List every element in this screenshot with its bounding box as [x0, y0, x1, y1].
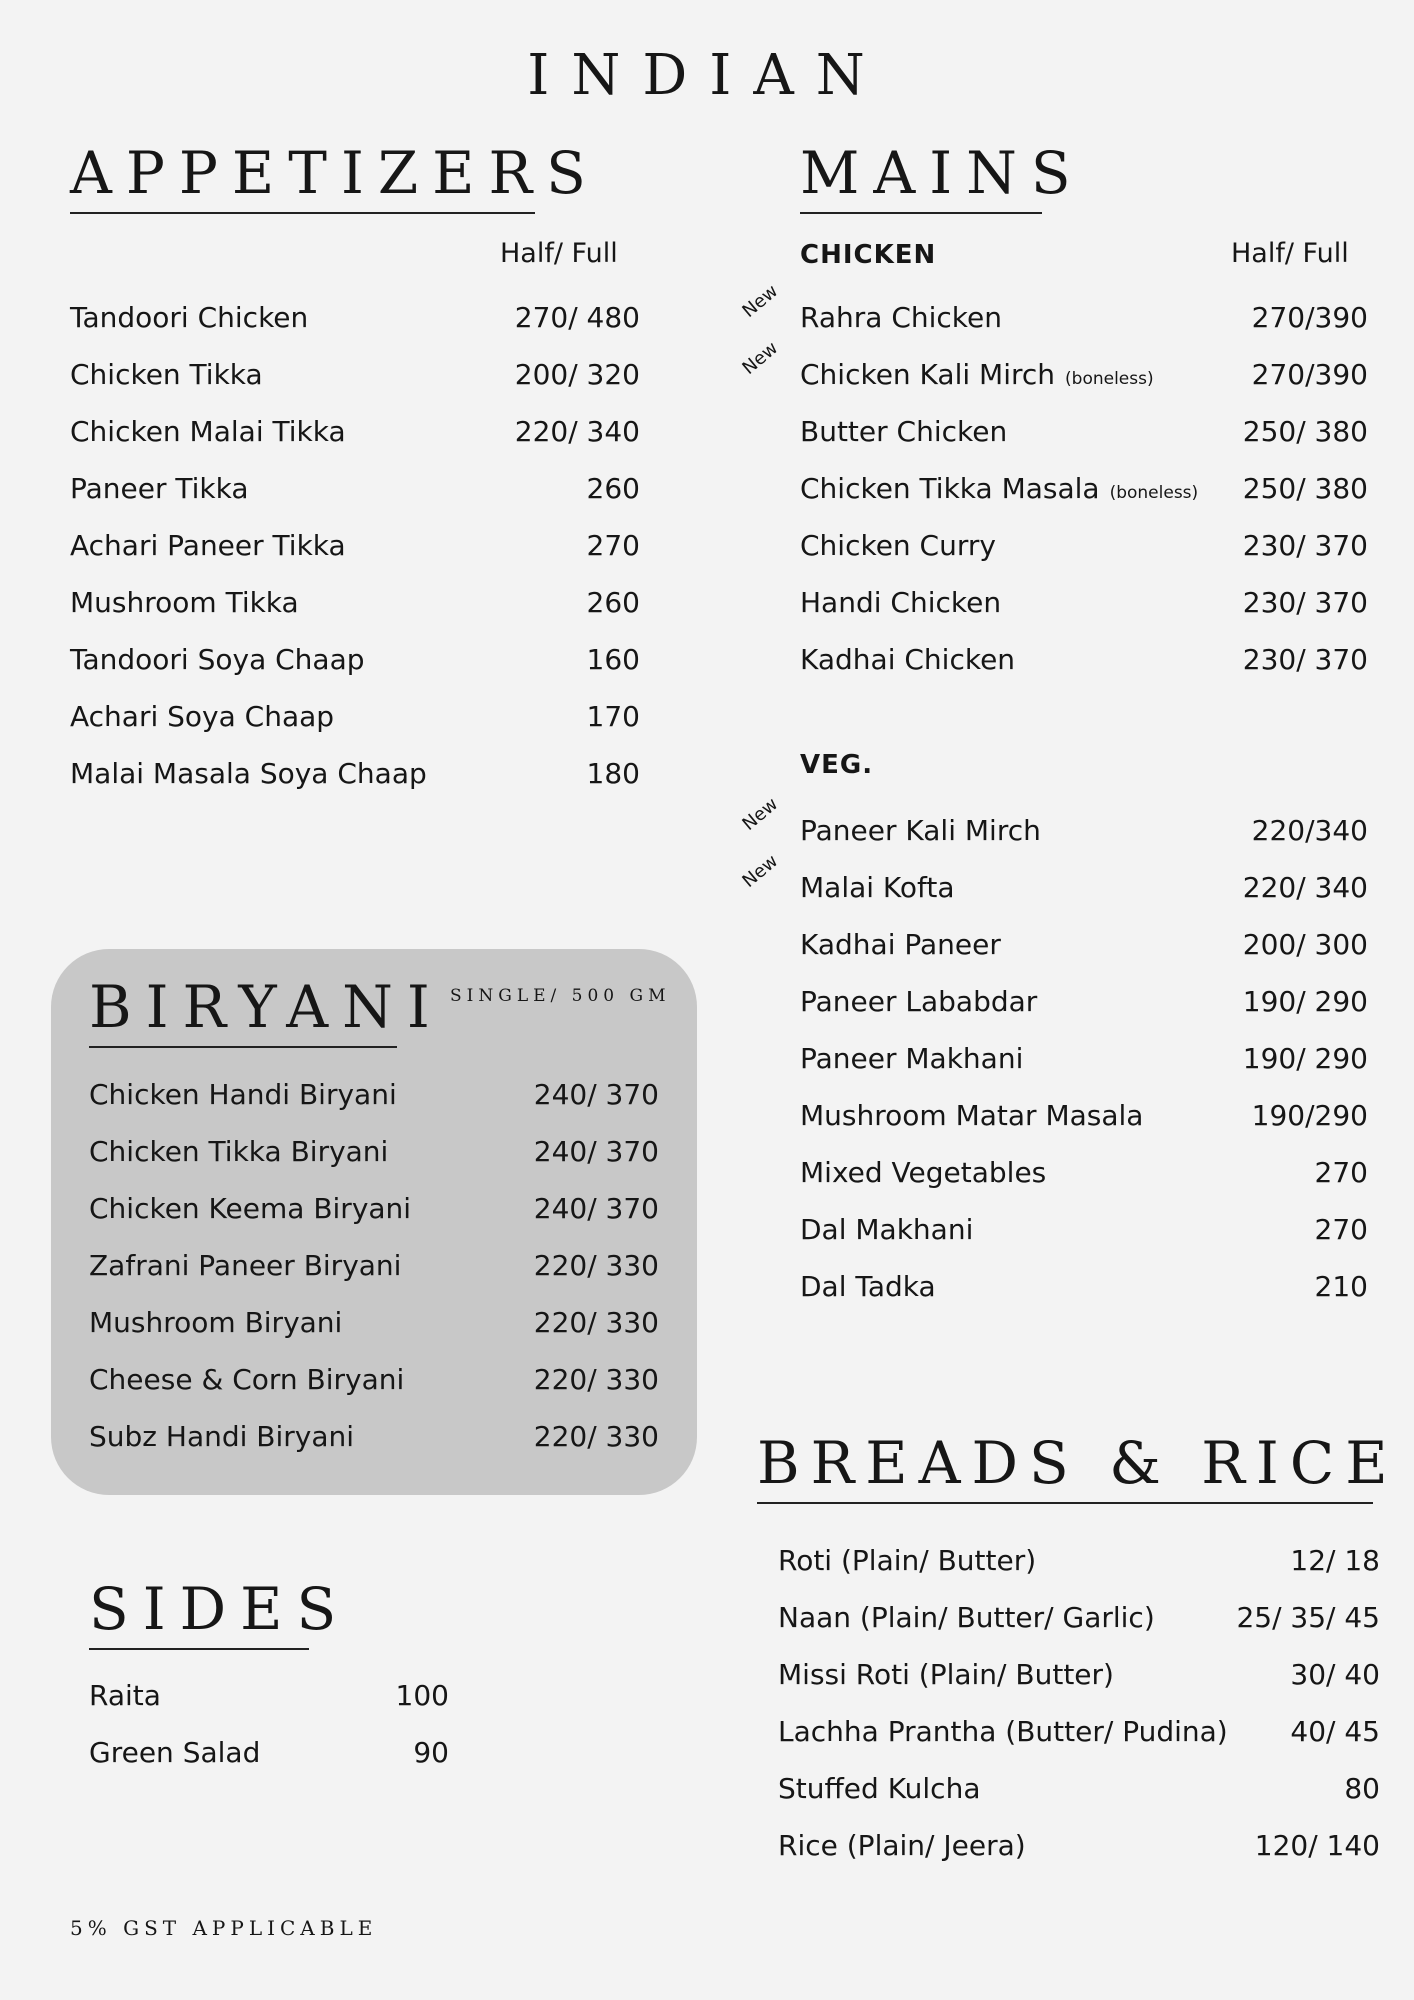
gst-note: 5% GST APPLICABLE — [70, 1916, 378, 1940]
chicken-row — [800, 631, 1368, 688]
item-note: (boneless) — [1109, 483, 1199, 503]
item-name — [800, 301, 1252, 334]
item-name-text: Subz Handi Biryani — [89, 1420, 355, 1453]
appetizer-row — [70, 517, 640, 574]
item-name-text: Raita — [89, 1679, 161, 1712]
breads-rice-underline — [757, 1502, 1373, 1504]
appetizer-row — [70, 745, 640, 802]
item-name-text: Chicken Tikka — [70, 358, 263, 391]
new-tag: New — [738, 280, 783, 322]
item-price: 170 — [586, 700, 640, 733]
appetizers-heading — [70, 139, 600, 214]
item-name — [800, 358, 1252, 391]
biryani-col-header: SINGLE/ 500 GM — [450, 986, 671, 1006]
biryani-row — [89, 1180, 659, 1237]
item-price: 190/ 290 — [1242, 985, 1368, 1018]
item-price: 200/ 300 — [1242, 928, 1368, 961]
appetizers-col-header: Half/ Full — [500, 238, 618, 269]
item-name — [89, 1135, 534, 1168]
item-price: 220/ 340 — [514, 415, 640, 448]
item-name — [89, 1679, 396, 1712]
side-row — [89, 1724, 449, 1781]
item-name — [800, 472, 1243, 505]
sides-heading — [89, 1575, 351, 1650]
item-name — [800, 529, 1243, 562]
item-name-text: Paneer Lababdar — [800, 985, 1038, 1018]
item-price: 270/ 480 — [514, 301, 640, 334]
item-price: 90 — [413, 1736, 449, 1769]
biryani-row — [89, 1123, 659, 1180]
item-name — [800, 643, 1243, 676]
item-name-text: Missi Roti (Plain/ Butter) — [778, 1658, 1114, 1691]
item-price: 260 — [586, 586, 640, 619]
item-price: 250/ 380 — [1242, 415, 1368, 448]
item-name-text: Malai Kofta — [800, 871, 955, 904]
item-name — [778, 1772, 1344, 1805]
item-name-text: Chicken Tikka Masala — [800, 472, 1100, 505]
biryani-row — [89, 1237, 659, 1294]
item-name-text: Chicken Keema Biryani — [89, 1192, 412, 1225]
veg-row — [800, 1201, 1368, 1258]
bread-row — [778, 1703, 1380, 1760]
item-price: 160 — [586, 643, 640, 676]
item-price: 270 — [1314, 1156, 1368, 1189]
veg-subheading: VEG. — [800, 750, 874, 780]
chicken-row — [800, 517, 1368, 574]
item-name — [800, 814, 1252, 847]
item-price: 100 — [395, 1679, 449, 1712]
item-name — [70, 529, 587, 562]
item-name-text: Chicken Malai Tikka — [70, 415, 346, 448]
item-name-text: Paneer Makhani — [800, 1042, 1024, 1075]
veg-row — [738, 850, 1368, 916]
item-name — [70, 472, 587, 505]
item-name-text: Mixed Vegetables — [800, 1156, 1047, 1189]
chicken-row — [800, 403, 1368, 460]
item-price: 180 — [586, 757, 640, 790]
item-price: 270 — [586, 529, 640, 562]
item-name-text: Rahra Chicken — [800, 301, 1002, 334]
item-name-text: Dal Tadka — [800, 1270, 936, 1303]
item-name — [70, 700, 587, 733]
appetizer-row — [70, 289, 640, 346]
item-name — [70, 586, 587, 619]
veg-row — [800, 1087, 1368, 1144]
mains-col-header: Half/ Full — [1231, 238, 1349, 269]
item-name-text: Cheese & Corn Biryani — [89, 1363, 405, 1396]
item-price: 190/290 — [1251, 1099, 1368, 1132]
biryani-underline — [89, 1046, 397, 1048]
breads-rice-heading — [757, 1429, 1399, 1504]
item-name-text: Green Salad — [89, 1736, 261, 1769]
item-note: (boneless) — [1065, 369, 1154, 389]
mains-underline — [800, 212, 1042, 214]
item-price: 12/ 18 — [1290, 1544, 1380, 1577]
item-name-text: Kadhai Chicken — [800, 643, 1016, 676]
sides-heading-text: SIDES — [89, 1575, 351, 1643]
item-price: 80 — [1344, 1772, 1380, 1805]
new-tag: New — [738, 337, 783, 379]
veg-row — [800, 973, 1368, 1030]
item-name — [800, 1270, 1315, 1303]
chicken-row — [800, 574, 1368, 631]
item-price: 220/ 330 — [533, 1306, 659, 1339]
appetizer-row — [70, 631, 640, 688]
appetizer-row — [70, 688, 640, 745]
biryani-heading-text: BIRYANI — [89, 973, 444, 1041]
item-price: 230/ 370 — [1242, 586, 1368, 619]
appetizer-row — [70, 403, 640, 460]
item-price: 240/ 370 — [533, 1135, 659, 1168]
item-price: 220/ 330 — [533, 1249, 659, 1282]
item-price: 250/ 380 — [1242, 472, 1368, 505]
chicken-subheading: CHICKEN — [800, 240, 937, 270]
item-name — [800, 928, 1243, 961]
bread-row — [778, 1532, 1380, 1589]
item-price: 240/ 370 — [533, 1192, 659, 1225]
item-name — [778, 1658, 1290, 1691]
item-price: 120/ 140 — [1254, 1829, 1380, 1862]
side-row — [89, 1667, 449, 1724]
item-name-text: Chicken Handi Biryani — [89, 1078, 397, 1111]
item-name-text: Chicken Kali Mirch — [800, 358, 1056, 391]
item-name-text: Paneer Kali Mirch — [800, 814, 1041, 847]
item-name — [70, 643, 587, 676]
biryani-heading — [89, 973, 444, 1048]
item-price: 270 — [1314, 1213, 1368, 1246]
item-price: 270/390 — [1251, 301, 1368, 334]
new-tag: New — [738, 793, 783, 835]
item-price: 25/ 35/ 45 — [1236, 1601, 1380, 1634]
item-name — [800, 1042, 1243, 1075]
item-price: 230/ 370 — [1242, 529, 1368, 562]
menu-title: INDIAN — [527, 43, 887, 108]
item-name — [800, 1156, 1315, 1189]
mains-heading-text: MAINS — [800, 139, 1085, 207]
sides-underline — [89, 1648, 309, 1650]
item-name — [89, 1736, 413, 1769]
item-name-text: Naan (Plain/ Butter/ Garlic) — [778, 1601, 1155, 1634]
item-price: 30/ 40 — [1290, 1658, 1380, 1691]
bread-row — [778, 1646, 1380, 1703]
item-name-text: Achari Paneer Tikka — [70, 529, 346, 562]
appetizers-underline — [70, 212, 535, 214]
biryani-row — [89, 1351, 659, 1408]
item-name-text: Lachha Prantha (Butter/ Pudina) — [778, 1715, 1228, 1748]
item-name-text: Achari Soya Chaap — [70, 700, 335, 733]
appetizer-row — [70, 346, 640, 403]
item-price: 230/ 370 — [1242, 643, 1368, 676]
item-price: 270/390 — [1251, 358, 1368, 391]
chicken-row — [800, 460, 1368, 517]
item-name — [70, 358, 515, 391]
chicken-row — [738, 280, 1368, 346]
item-name-text: Rice (Plain/ Jeera) — [778, 1829, 1026, 1862]
item-price: 210 — [1314, 1270, 1368, 1303]
item-name-text: Malai Masala Soya Chaap — [70, 757, 427, 790]
item-name — [778, 1601, 1236, 1634]
breads-rice-heading-text: BREADS & RICE — [757, 1429, 1399, 1497]
item-name — [778, 1544, 1290, 1577]
item-name-text: Tandoori Chicken — [70, 301, 309, 334]
item-name-text: Kadhai Paneer — [800, 928, 1001, 961]
item-name — [70, 301, 515, 334]
veg-row — [800, 1144, 1368, 1201]
bread-row — [778, 1589, 1380, 1646]
appetizers-heading-text: APPETIZERS — [70, 139, 600, 207]
item-name — [800, 586, 1243, 619]
item-name-text: Paneer Tikka — [70, 472, 249, 505]
item-name — [800, 1213, 1315, 1246]
chicken-row — [738, 337, 1368, 403]
item-name-text: Stuffed Kulcha — [778, 1772, 981, 1805]
bread-row — [778, 1817, 1380, 1874]
item-name-text: Mushroom Tikka — [70, 586, 299, 619]
item-name — [800, 871, 1243, 904]
item-price: 260 — [586, 472, 640, 505]
item-name — [70, 415, 515, 448]
item-price: 40/ 45 — [1290, 1715, 1380, 1748]
item-name — [89, 1078, 534, 1111]
mains-heading — [800, 139, 1085, 214]
item-name-text: Mushroom Biryani — [89, 1306, 343, 1339]
biryani-row — [89, 1408, 659, 1465]
item-name-text: Dal Makhani — [800, 1213, 974, 1246]
appetizer-row — [70, 460, 640, 517]
veg-row — [800, 1258, 1368, 1315]
bread-row — [778, 1760, 1380, 1817]
item-name-text: Chicken Tikka Biryani — [89, 1135, 389, 1168]
item-price: 200/ 320 — [514, 358, 640, 391]
item-name — [800, 985, 1243, 1018]
item-price: 220/ 340 — [1242, 871, 1368, 904]
item-name-text: Handi Chicken — [800, 586, 1002, 619]
biryani-row — [89, 1294, 659, 1351]
appetizer-row — [70, 574, 640, 631]
veg-row — [738, 793, 1368, 859]
new-tag: New — [738, 850, 783, 892]
item-name-text: Zafrani Paneer Biryani — [89, 1249, 402, 1282]
item-price: 220/ 330 — [533, 1363, 659, 1396]
item-name — [89, 1306, 534, 1339]
item-name-text: Chicken Curry — [800, 529, 996, 562]
item-name — [89, 1363, 534, 1396]
item-name — [778, 1829, 1255, 1862]
item-name — [70, 757, 587, 790]
item-name — [89, 1192, 534, 1225]
item-name — [778, 1715, 1290, 1748]
item-name — [800, 415, 1243, 448]
item-price: 220/ 330 — [533, 1420, 659, 1453]
item-name-text: Butter Chicken — [800, 415, 1008, 448]
item-name — [89, 1249, 534, 1282]
item-name — [800, 1099, 1252, 1132]
item-price: 190/ 290 — [1242, 1042, 1368, 1075]
item-name — [89, 1420, 534, 1453]
veg-row — [800, 1030, 1368, 1087]
item-name-text: Roti (Plain/ Butter) — [778, 1544, 1037, 1577]
item-name-text: Mushroom Matar Masala — [800, 1099, 1144, 1132]
veg-row — [800, 916, 1368, 973]
item-price: 220/340 — [1251, 814, 1368, 847]
item-name-text: Tandoori Soya Chaap — [70, 643, 365, 676]
biryani-row — [89, 1066, 659, 1123]
item-price: 240/ 370 — [533, 1078, 659, 1111]
